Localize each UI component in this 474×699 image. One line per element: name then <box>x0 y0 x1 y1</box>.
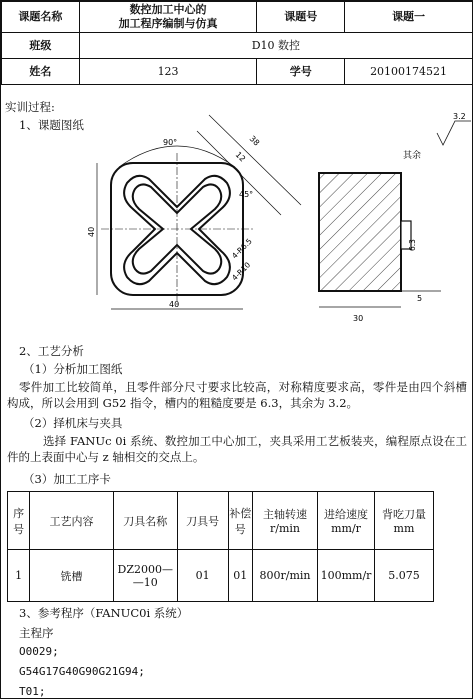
col-spindle: 主轴转速 r/min <box>252 492 317 550</box>
sub-machine-fixture: （2）择机床与夹具 <box>23 416 123 430</box>
cell-spindle: 800r/min <box>252 550 317 602</box>
dim-40-left: 40 <box>87 226 96 237</box>
topic-no-label: 课题号 <box>257 2 345 33</box>
class-label: 班级 <box>2 33 80 59</box>
student-no-value: 20100174521 <box>345 59 473 85</box>
section-drawing-heading: 1、课题图纸 <box>19 118 84 132</box>
sub-analyze-drawing: （1）分析加工图纸 <box>23 362 123 376</box>
cell-content: 铣槽 <box>30 550 113 602</box>
para-analysis: 零件加工比较简单，且零件部分尺寸要求比较高，对称精度要求高，零件是由四个斜槽构成，所以会用到 G52 指令，槽内的粗糙度要是 6.3，其余为 3.2。 <box>7 380 467 410</box>
topic-name-label: 课题名称 <box>2 2 80 33</box>
col-tool-name: 刀具名称 <box>113 492 177 550</box>
dim-12: 12 <box>233 150 248 164</box>
col-comp-no: 补偿号 <box>228 492 252 550</box>
dim-40-bottom: 40 <box>169 300 180 309</box>
dim-r10: 4-R10 <box>230 260 253 283</box>
part-drawing <box>1 101 473 331</box>
dim-38: 38 <box>247 134 262 148</box>
class-value: D10 数控 <box>79 33 472 59</box>
section-process-analysis: 2、工艺分析 <box>19 344 84 358</box>
topic-title-line1: 数控加工中心的 <box>129 3 207 16</box>
col-content: 工艺内容 <box>30 492 113 550</box>
col-tool-no: 刀具号 <box>177 492 228 550</box>
code-line: G54G17G40G90G21G94; <box>19 665 145 678</box>
roughness-63: 6.3 <box>408 239 417 251</box>
table-row <box>8 550 434 602</box>
dim-90: 90° <box>163 138 178 147</box>
topic-title-line2: 加工程序编制与仿真 <box>118 17 218 30</box>
side-view <box>319 173 401 291</box>
code-line: T01; <box>19 685 46 698</box>
dim-r65: 4-R6.5 <box>230 236 254 261</box>
col-feed: 进给速度 mm/r <box>318 492 375 550</box>
header-table <box>1 1 473 85</box>
name-label: 姓名 <box>2 59 80 85</box>
process-table-header <box>8 492 434 550</box>
name-value: 123 <box>79 59 257 85</box>
cell-depth: 5.075 <box>374 550 433 602</box>
dim-45: 45° <box>239 190 254 199</box>
dim-5: 5 <box>417 294 423 303</box>
topic-title <box>79 2 257 33</box>
cell-feed: 100mm/r <box>318 550 375 602</box>
main-program-label: 主程序 <box>19 626 54 640</box>
cell-seq: 1 <box>8 550 30 602</box>
dim-30: 30 <box>353 314 364 323</box>
col-seq: 序号 <box>8 492 30 550</box>
training-process-heading: 实训过程: <box>5 100 55 114</box>
sub-process-card: （3）加工工序卡 <box>23 472 111 486</box>
topic-no-value: 课题一 <box>345 2 473 33</box>
cell-tool-no: 01 <box>177 550 228 602</box>
cell-comp-no: 01 <box>228 550 252 602</box>
col-depth: 背吃刀量 mm <box>374 492 433 550</box>
para-machine: 选择 FANUc 0i 系统、数控加工中心加工，夹具采用工艺板装夹，编程原点设在工件的上表面中心与 z 轴相交的交点上。 <box>7 434 467 464</box>
code-line: O0029; <box>19 645 59 658</box>
process-table <box>7 491 434 602</box>
roughness-symbol <box>437 121 471 145</box>
section-reference-program: 3、参考程序（FANUC0i 系统） <box>19 606 189 620</box>
student-no-label: 学号 <box>257 59 345 85</box>
cell-tool-name: DZ2000— —10 <box>113 550 177 602</box>
roughness-32: 3.2 <box>453 112 466 121</box>
rest-label: 其余 <box>403 151 422 161</box>
